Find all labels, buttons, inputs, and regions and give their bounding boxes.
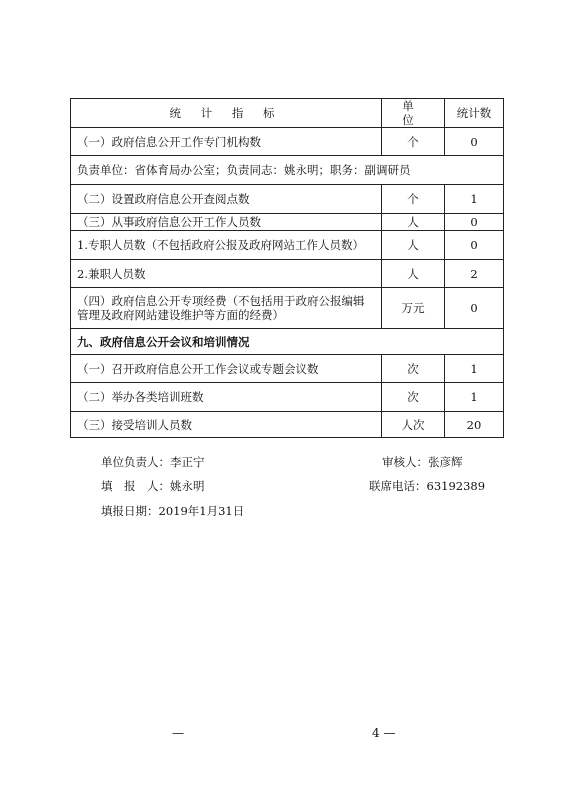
row-value: 0: [445, 214, 504, 231]
table-row: [71, 231, 504, 260]
unit-head: 单位负责人：李正宁: [101, 455, 205, 469]
row-label: （三）接受培训人员数: [71, 412, 382, 438]
table-row: [71, 214, 504, 231]
row-label: 1.专职人员数（不包括政府公报及政府网站工作人员数）: [71, 231, 382, 260]
row-label: （二）举办各类培训班数: [71, 383, 382, 412]
row-label: （二）设置政府信息公开查阅点数: [71, 185, 382, 214]
row-value: 0: [445, 128, 504, 156]
row-value: 1: [445, 383, 504, 412]
table-row: [71, 185, 504, 214]
row-unit: 人次: [382, 412, 445, 438]
header-unit: 单 位: [382, 99, 445, 128]
filler: 填 报 人：姚永明: [101, 479, 205, 493]
page-dash-left: —: [172, 726, 184, 740]
row-value: 0: [445, 288, 504, 329]
row-unit: 次: [382, 383, 445, 412]
row-unit: 人: [382, 231, 445, 260]
statistics-table: [70, 98, 504, 438]
table-row: [71, 412, 504, 438]
row-unit: 个: [382, 128, 445, 156]
section-heading: 九、政府信息公开会议和培训情况: [71, 329, 504, 355]
report-date: 填报日期：2019年1月31日: [101, 504, 245, 518]
row-label: （一）召开政府信息公开工作会议或专题会议数: [71, 355, 382, 383]
row-value: 2: [445, 260, 504, 288]
header-count: 统计数: [445, 99, 504, 128]
row-unit: 人: [382, 214, 445, 231]
row-label: （一）政府信息公开工作专门机构数: [71, 128, 382, 156]
row-unit: 个: [382, 185, 445, 214]
table-row: [71, 156, 504, 185]
section-heading-row: [71, 329, 504, 355]
row-label: 2.兼职人员数: [71, 260, 382, 288]
table-row: [71, 288, 504, 329]
row-label: 负责单位：省体育局办公室；负责同志：姚永明；职务：副调研员: [71, 156, 504, 185]
row-label: （四）政府信息公开专项经费（不包括用于政府公报编辑管理及政府网站建设维护等方面的经费）: [71, 288, 382, 329]
contact-phone: 联席电话：63192389: [369, 479, 486, 493]
table-row: [71, 355, 504, 383]
header-indicator: 统 计 指 标: [71, 99, 382, 128]
row-unit: 万元: [382, 288, 445, 329]
page-number: 4 —: [372, 726, 396, 740]
row-value: 1: [445, 185, 504, 214]
table-row: [71, 383, 504, 412]
table-row: [71, 260, 504, 288]
row-value: 1: [445, 355, 504, 383]
table-header-row: [71, 99, 504, 128]
row-label: （三）从事政府信息公开工作人员数: [71, 214, 382, 231]
row-unit: 次: [382, 355, 445, 383]
reviewer: 审核人：张彦辉: [382, 455, 463, 469]
row-value: 20: [445, 412, 504, 438]
table-row: [71, 128, 504, 156]
row-value: 0: [445, 231, 504, 260]
row-unit: 人: [382, 260, 445, 288]
